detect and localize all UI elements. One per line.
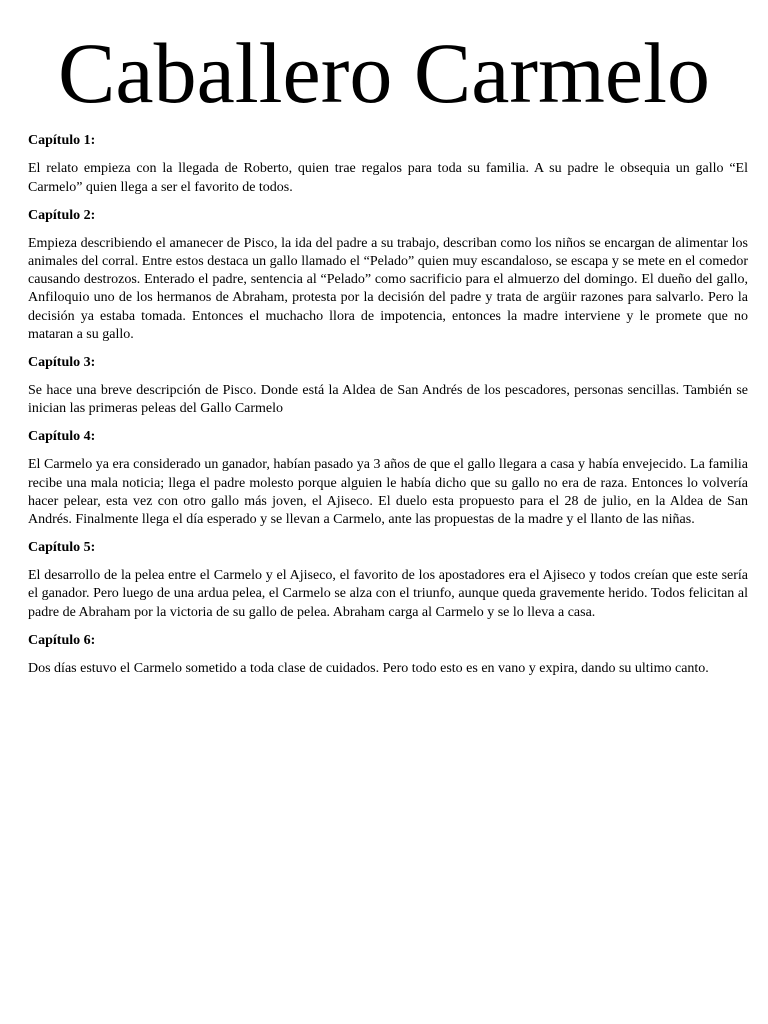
chapter-5 <box>28 539 748 622</box>
document-title: Caballero Carmelo <box>58 25 710 121</box>
chapter-6 <box>28 632 748 678</box>
chapter-heading: Capítulo 2: <box>28 207 96 223</box>
chapter-heading: Capítulo 4: <box>28 429 96 445</box>
chapter-heading: Capítulo 5: <box>28 540 96 556</box>
chapter-4 <box>28 428 748 529</box>
chapter-1 <box>28 132 748 196</box>
chapter-text: Empieza describiendo el amanecer de Pisco, la ida del padre a su trabajo, describan como los niños se encargan de alimentar los animales del corral. Entre estos destaca un gallo llamado el “Pelado” quien muy escandaloso, se escapa y se mete en el comedor causando destrozos. Enterado el padre, sentencia al “Pelado” como sacrificio para el almuerzo del domingo. El dueño del gallo, Anfiloquio uno de los hermanos de Abraham, protesta por la decisión del padre y trata de argüir razones para salvarlo. Pero la decisión ya estaba tomada. Entonces el muchacho llora de impotencia, entonces la madre interviene y le promete que no mataran a su gallo. <box>28 235 748 342</box>
chapter-heading: Capítulo 1: <box>28 133 96 149</box>
chapter-text: Se hace una breve descripción de Pisco. Donde está la Aldea de San Andrés de los pescadores, personas sencillas. También se inician las primeras peleas del Gallo Carmelo <box>28 382 748 417</box>
chapter-heading: Capítulo 6: <box>28 632 96 648</box>
chapter-text: El relato empieza con la llegada de Roberto, quien trae regalos para toda su familia. A su padre le obsequia un gallo “El Carmelo” quien llega a ser el favorito de todos. <box>28 161 748 195</box>
chapter-2 <box>28 207 748 344</box>
chapter-3 <box>28 354 748 418</box>
chapter-text: Dos días estuvo el Carmelo sometido a toda clase de cuidados. Pero todo esto es en vano y expira, dando su ultimo canto. <box>28 660 709 676</box>
chapter-text: El desarrollo de la pelea entre el Carmelo y el Ajiseco, el favorito de los apostadores era el Ajiseco y todos creían que este sería el ganador. Pero luego de una ardua pelea, el Carmelo se alza con el triunfo, aunque queda gravemente herido. Todos felicitan al padre de Abraham por la victoria de su gallo de pelea. Abraham carga al Carmelo y se lo lleva a casa. <box>28 568 748 620</box>
chapter-text: El Carmelo ya era considerado un ganador, habían pasado ya 3 años de que el gallo llegara a casa y había envejecido. La familia recibe una mala noticia; llega el padre molesto porque alguien le había dicho que su gallo no era de raza. Entonces lo volvería hacer pelear, esta vez con otro gallo más joven, el Ajiseco. El duelo esta propuesto para el 28 de julio, en la Aldea de San Andrés. Finalmente llega el día esperado y se llevan a Carmelo, ante las propuestas de la madre y el llanto de las niñas. <box>28 457 748 527</box>
chapter-heading: Capítulo 3: <box>28 354 96 370</box>
